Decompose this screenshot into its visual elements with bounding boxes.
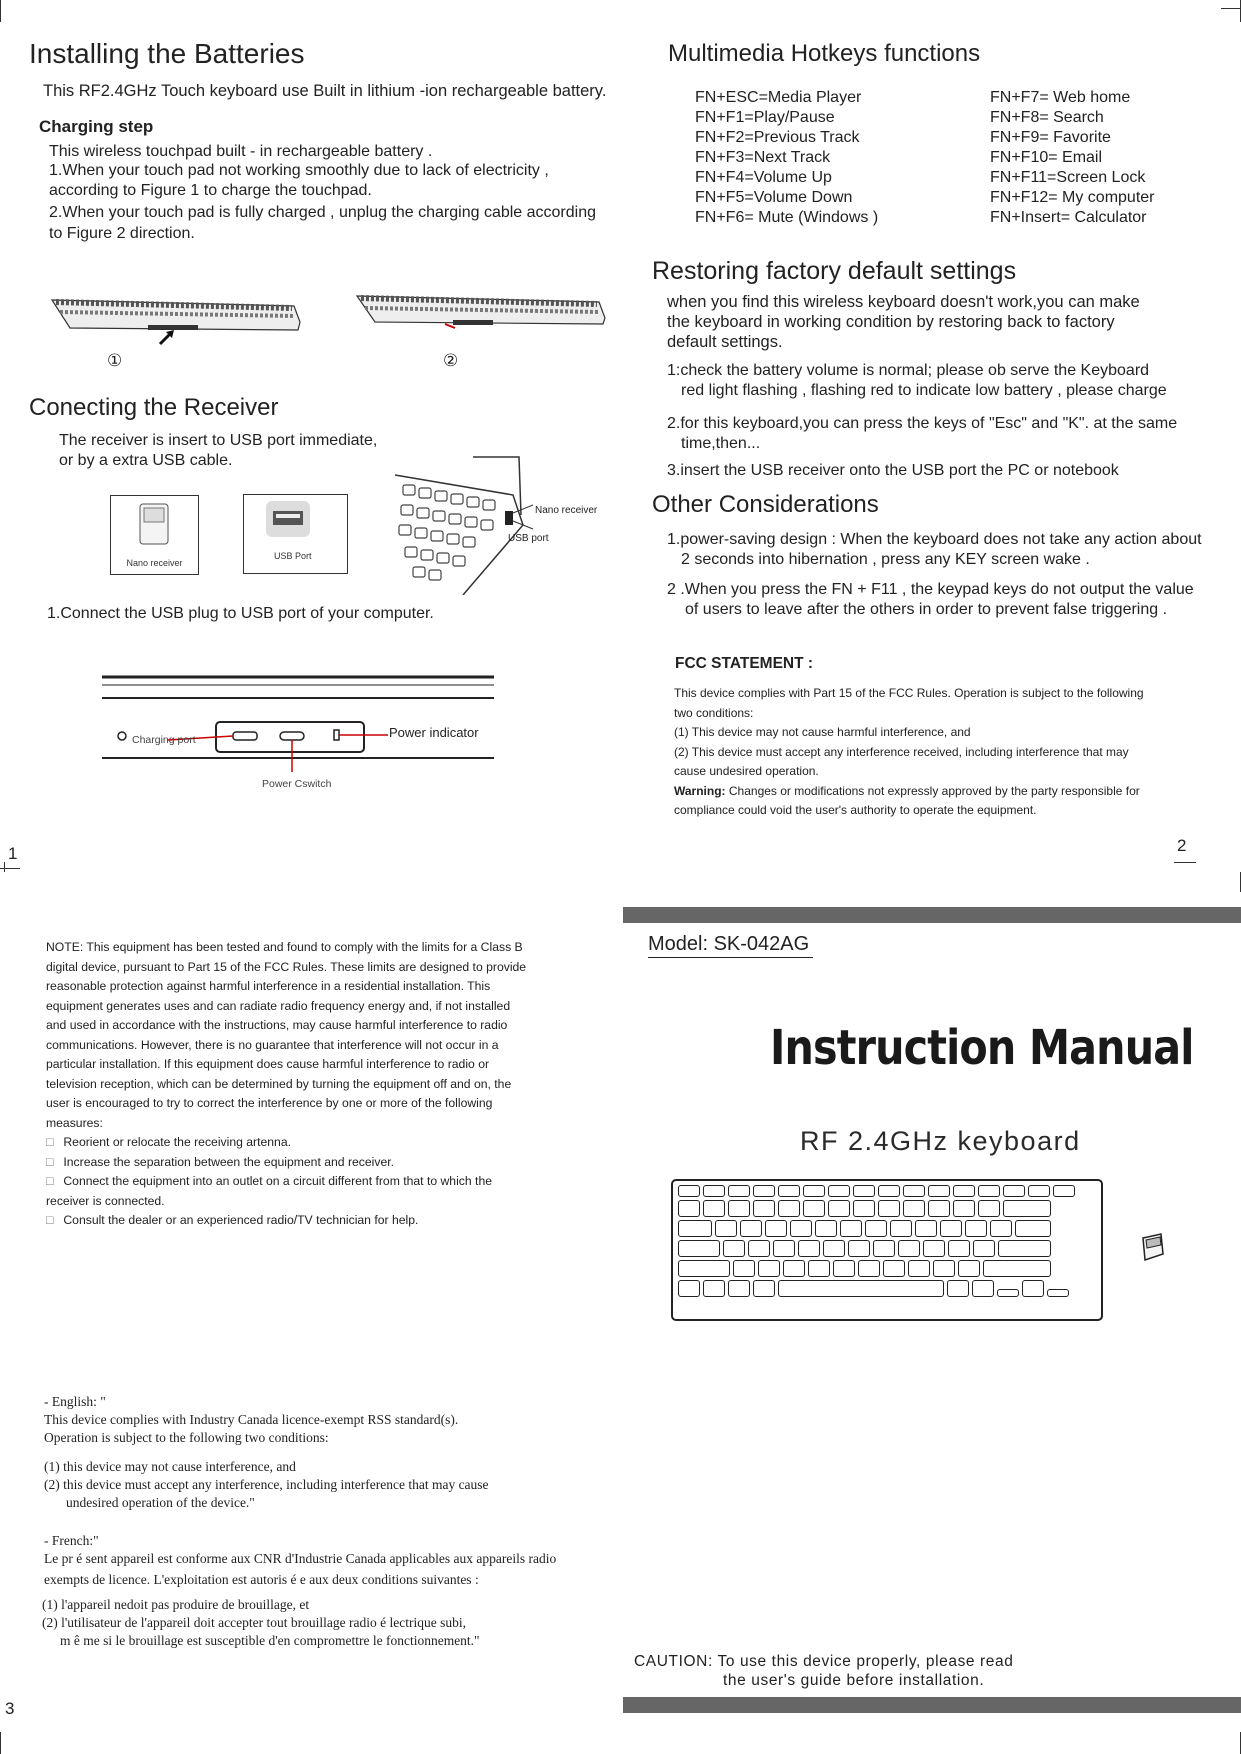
page-number-1: 1 bbox=[8, 844, 18, 863]
restore-title: Restoring factory default settings bbox=[652, 257, 1017, 285]
note-line: particular installation. If this equipment does cause harmful interference to radio or bbox=[46, 1057, 490, 1071]
bullet-icon: □ bbox=[46, 1174, 54, 1188]
receiver-title: Conecting the Receiver bbox=[29, 394, 279, 421]
fcc-line: This device complies with Part 15 of the FCC Rules. Operation is subject to the following bbox=[674, 686, 1144, 700]
charging-line: 2.When your touch pad is fully charged , unplug the charging cable according bbox=[49, 204, 597, 221]
nano-receiver-icon bbox=[111, 496, 198, 556]
usb-port-label: USB Port bbox=[274, 551, 312, 561]
hotkey-item: FN+F2=Previous Track bbox=[695, 129, 860, 146]
english-condition: (2) this device must accept any interference, including interference that may cause bbox=[44, 1477, 489, 1492]
bullet-icon: □ bbox=[46, 1135, 54, 1149]
batteries-intro: This RF2.4GHz Touch keyboard use Built in lithium -ion rechargeable battery. bbox=[43, 82, 607, 100]
keyboard-row bbox=[678, 1200, 1096, 1217]
keyboard-figure-2 bbox=[353, 292, 613, 342]
warning-label: Warning: bbox=[674, 783, 726, 798]
note-line: digital device, pursuant to Part 15 of the FCC Rules. These limits are designed to provide bbox=[46, 959, 527, 974]
laptop-nano-label: Nano receiver bbox=[535, 505, 598, 516]
restore-step-1 bbox=[667, 361, 1167, 401]
english-line: This device complies with Industry Canada licence-exempt RSS standard(s). bbox=[44, 1412, 459, 1427]
batteries-title: Installing the Batteries bbox=[29, 38, 305, 69]
hotkey-item: FN+F12= My computer bbox=[990, 189, 1155, 206]
other-item-line: 2 seconds into hibernation , press any KEY screen wake . bbox=[681, 551, 1090, 568]
restore-step-line: 1:check the battery volume is normal; please ob serve the Keyboard bbox=[667, 362, 1150, 379]
page-number-3: 3 bbox=[5, 1699, 15, 1718]
caution-note bbox=[634, 1652, 1013, 1690]
keyboard-illustration bbox=[671, 1179, 1103, 1321]
fcc-line: (1) This device may not cause harmful interference, and bbox=[674, 725, 971, 739]
crop-mark bbox=[1221, 8, 1241, 9]
keyboard-row bbox=[678, 1280, 1096, 1297]
hotkey-item: FN+F4=Volume Up bbox=[695, 169, 832, 186]
caution-text: the user's guide before installation. bbox=[723, 1672, 985, 1689]
figure-2-label: ② bbox=[443, 351, 459, 370]
charging-line: This wireless touchpad built - in rechargeable battery . bbox=[49, 143, 433, 160]
fcc-statement bbox=[674, 684, 1144, 821]
hotkey-item: FN+F1=Play/Pause bbox=[695, 109, 835, 126]
restore-step-3: 3.insert the USB receiver onto the USB port the PC or notebook bbox=[667, 462, 1119, 479]
note-line: measures: bbox=[46, 1115, 103, 1130]
fcc-line: two conditions: bbox=[674, 705, 754, 720]
ic-french-conditions bbox=[42, 1596, 480, 1650]
french-label: - French:" bbox=[44, 1533, 99, 1548]
english-line: Operation is subject to the following two conditions: bbox=[44, 1430, 329, 1445]
usb-port-box bbox=[243, 494, 348, 574]
charging-line: according to Figure 1 to charge the touchpad. bbox=[49, 182, 372, 199]
measure-item bbox=[46, 1211, 526, 1231]
usb-port-icon bbox=[244, 495, 347, 555]
french-line: Le pr é sent appareil est conforme aux CNR d'Industrie Canada applicables aux appareils radio bbox=[44, 1551, 557, 1566]
other-item-2 bbox=[667, 580, 1194, 620]
hotkey-item: FN+ESC=Media Player bbox=[695, 89, 862, 106]
note-line: NOTE: This equipment has been tested and found to comply with the limits for a Class B bbox=[46, 940, 523, 954]
other-item-line: of users to leave after the others in order to prevent false triggering . bbox=[685, 601, 1168, 618]
hotkey-item: FN+F5=Volume Down bbox=[695, 189, 853, 206]
model-number: Model: SK-042AG bbox=[648, 933, 813, 958]
hotkey-item: FN+F8= Search bbox=[990, 109, 1104, 126]
charging-line: to Figure 2 direction. bbox=[49, 225, 195, 242]
page-number-2: 2 bbox=[1177, 836, 1187, 855]
hotkey-item: FN+F6= Mute (Windows ) bbox=[695, 209, 879, 226]
laptop-usb-label: USB port bbox=[508, 533, 549, 544]
measure-text: receiver is connected. bbox=[46, 1193, 165, 1208]
restore-step-2 bbox=[667, 414, 1177, 454]
note-line: communications. However, there is no guarantee that interference will not occur in a bbox=[46, 1037, 499, 1052]
note-line: and used in accordance with the instructions, may cause harmful interference to radio bbox=[46, 1018, 508, 1032]
crop-mark bbox=[0, 0, 1, 22]
english-label: - English: " bbox=[44, 1394, 106, 1409]
caution-label: CAUTION: bbox=[634, 1653, 713, 1670]
usb-receiver-icon bbox=[1139, 1230, 1167, 1264]
ic-english-block bbox=[44, 1393, 489, 1512]
french-condition: (2) l'utilisateur de l'appareil doit accepter tout brouillage radio é lectrique subi, bbox=[42, 1615, 466, 1630]
charging-line: 1.When your touch pad not working smoothly due to lack of electricity , bbox=[49, 162, 549, 179]
charging-port-label: Charging port bbox=[132, 734, 196, 746]
charging-step-title: Charging step bbox=[39, 117, 154, 136]
laptop-illustration bbox=[393, 455, 593, 595]
instruction-manual-title: Instruction Manual bbox=[770, 1020, 1194, 1076]
measure-text: Consult the dealer or an experienced radio/TV technician for help. bbox=[63, 1213, 419, 1227]
nano-receiver-label: Nano receiver bbox=[126, 558, 183, 568]
measure-item bbox=[46, 1133, 526, 1153]
cover-bottom-band bbox=[623, 1697, 1241, 1713]
english-condition: (1) this device may not cause interference, and bbox=[44, 1459, 296, 1474]
product-subtitle: RF 2.4GHz keyboard bbox=[800, 1126, 1081, 1156]
fcc-title: FCC STATEMENT : bbox=[675, 655, 814, 672]
hotkey-item: FN+F11=Screen Lock bbox=[990, 169, 1146, 186]
nano-receiver-box bbox=[110, 495, 199, 575]
french-condition: m ê me si le brouillage est susceptible d'en compromettre le fonctionnement." bbox=[60, 1633, 480, 1648]
hotkey-item: FN+F3=Next Track bbox=[695, 149, 831, 166]
note-line: reasonable protection against harmful interference in a residential installation. This bbox=[46, 979, 491, 993]
keyboard-side-diagram bbox=[98, 672, 498, 772]
ic-french-block bbox=[44, 1532, 556, 1589]
french-condition: (1) l'appareil nedoit pas produire de brouillage, et bbox=[42, 1597, 310, 1612]
restore-intro bbox=[667, 292, 1140, 352]
restore-intro-line: when you find this wireless keyboard doesn't work,you can make bbox=[667, 293, 1140, 311]
figure-1-label: ① bbox=[107, 351, 123, 370]
hotkey-item: FN+F7= Web home bbox=[990, 89, 1131, 106]
hotkeys-title: Multimedia Hotkeys functions bbox=[668, 40, 981, 67]
crop-mark bbox=[4, 862, 5, 872]
crop-mark bbox=[0, 868, 20, 869]
restore-step-line: red light flashing , flashing red to indicate low battery , please charge bbox=[681, 382, 1167, 399]
french-line: exempts de licence. L'exploitation est autoris é e aux deux conditions suivantes : bbox=[44, 1572, 479, 1587]
crop-mark bbox=[0, 1732, 1, 1754]
fcc-warning bbox=[674, 782, 1144, 802]
receiver-line: The receiver is insert to USB port immediate, bbox=[59, 432, 378, 449]
restore-step-line: time,then... bbox=[681, 435, 761, 452]
power-switch-label: Power Cswitch bbox=[262, 778, 332, 790]
measure-text: Increase the separation between the equipment and receiver. bbox=[63, 1154, 395, 1169]
keyboard-row bbox=[678, 1240, 1096, 1257]
connect-step: 1.Connect the USB plug to USB port of your computer. bbox=[47, 605, 434, 622]
hotkey-item: FN+Insert= Calculator bbox=[990, 209, 1147, 226]
warning-text: Changes or modifications not expressly approved by the party responsible for bbox=[725, 783, 1140, 798]
receiver-line: or by a extra USB cable. bbox=[59, 452, 233, 469]
cover-top-band bbox=[623, 907, 1241, 923]
hotkeys-left-list bbox=[695, 88, 878, 228]
measure-item bbox=[46, 1172, 526, 1192]
hotkey-item: FN+F9= Favorite bbox=[990, 129, 1111, 146]
other-item-1 bbox=[667, 530, 1202, 570]
keyboard-figure-1 bbox=[48, 292, 306, 352]
english-condition: undesired operation of the device." bbox=[66, 1495, 255, 1510]
bullet-icon: □ bbox=[46, 1154, 54, 1169]
measure-text: Reorient or relocate the receiving artenna. bbox=[63, 1135, 292, 1149]
note-line: television reception, which can be determined by turning the equipment off and on, the bbox=[46, 1076, 512, 1091]
measure-text: Connect the equipment into an outlet on a circuit different from that to which the bbox=[63, 1174, 492, 1188]
keyboard-row bbox=[678, 1260, 1096, 1277]
restore-step-line: 2.for this keyboard,you can press the keys of "Esc" and "K". at the same bbox=[667, 415, 1178, 432]
fcc-note bbox=[46, 938, 526, 1231]
crop-mark bbox=[1174, 862, 1196, 863]
measure-item bbox=[46, 1153, 526, 1173]
hotkey-item: FN+F10= Email bbox=[990, 149, 1103, 166]
fcc-line: (2) This device must accept any interference received, including interference that may bbox=[674, 744, 1129, 759]
other-item-line: 1.power-saving design : When the keyboard does not take any action about bbox=[667, 531, 1202, 548]
keyboard-row bbox=[678, 1185, 1096, 1197]
fcc-line: compliance could void the user's authority to operate the equipment. bbox=[674, 803, 1037, 817]
other-considerations-title: Other Considerations bbox=[652, 491, 879, 518]
fcc-line: cause undesired operation. bbox=[674, 764, 819, 778]
keyboard-row bbox=[678, 1220, 1096, 1237]
restore-intro-line: the keyboard in working condition by restoring back to factory bbox=[667, 313, 1115, 331]
other-item-line: 2 .When you press the FN + F11 , the keypad keys do not output the value bbox=[667, 581, 1194, 598]
power-indicator-label: Power indicator bbox=[389, 725, 479, 740]
note-line: equipment generates uses and can radiate radio frequency energy and, if not installed bbox=[46, 998, 511, 1013]
caution-text: To use this device properly, please read bbox=[712, 1653, 1014, 1670]
restore-intro-line: default settings. bbox=[667, 333, 783, 351]
hotkeys-right-list bbox=[990, 88, 1155, 228]
note-line: user is encouraged to try to correct the interference by one or more of the following bbox=[46, 1096, 493, 1110]
bullet-icon: □ bbox=[46, 1213, 54, 1227]
